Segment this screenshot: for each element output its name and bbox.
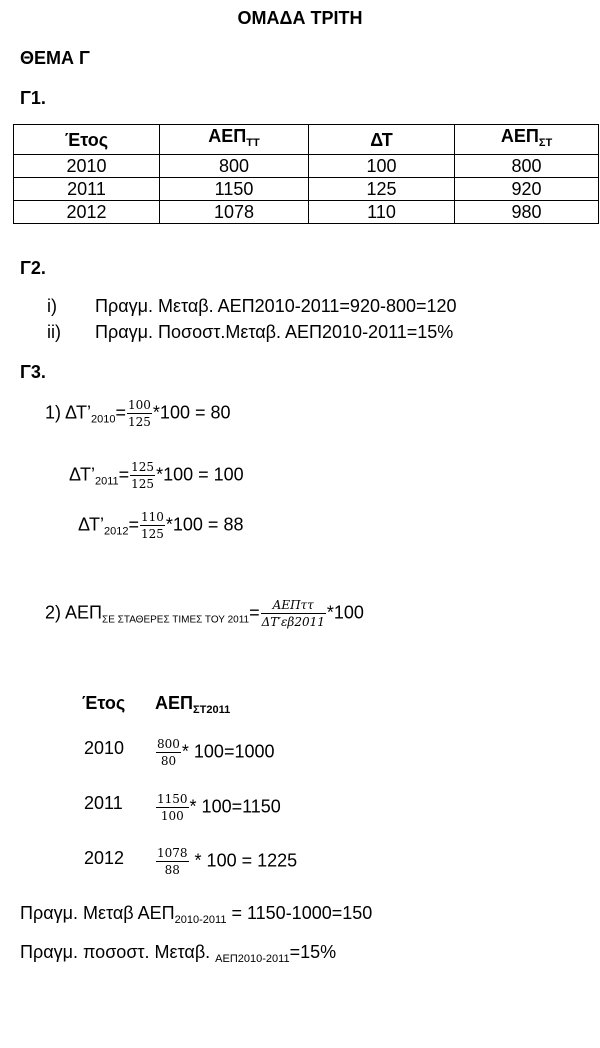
item-label: 2) [45, 602, 62, 623]
fraction: $\frac{1078}{88}$ [157, 846, 188, 877]
table-cell: 920 [455, 178, 599, 201]
formula-prefix: ΔΤ’ [78, 514, 104, 535]
g3-part2-formula [45, 598, 364, 629]
formula-sub: 2010 [91, 413, 116, 426]
table-header-row [14, 125, 599, 155]
item-label: 1) [45, 402, 62, 423]
section-g2-heading: Γ2. [20, 258, 46, 278]
real-change-line: Πραγμ. Μεταβ $AE\Pi_{2010-2011} = 1150-1000=150$ [20, 903, 373, 926]
table-row [14, 178, 599, 201]
table-cell: 2012 [14, 201, 160, 224]
table-cell: 1150 [160, 178, 309, 201]
section-g1-heading: Γ1. [20, 88, 46, 108]
g2-item-text: Πραγμ. Ποσοστ.Μεταβ. ΑΕΠ2010-2011=15% [95, 322, 454, 342]
header-price-index: ΔΤ [309, 125, 455, 155]
fraction: $\frac{800}{80}$ [157, 737, 180, 768]
table-cell: 980 [455, 201, 599, 224]
header-gdp-current: $AE\Pi_{TT}$ [160, 125, 309, 155]
table-cell: 100 [309, 155, 455, 178]
formula-prefix: ΔΤ’ [65, 402, 92, 423]
table-cell: 2010 [14, 155, 160, 178]
formula-sub: 2011 [94, 475, 119, 488]
table-cell: 1078 [160, 201, 309, 224]
g3-formula-line [69, 460, 244, 491]
table-cell: 800 [455, 155, 599, 178]
g3-formula-line [78, 510, 243, 541]
table-row [14, 155, 599, 178]
g2-item-number: ii) [47, 322, 61, 342]
page-title: ΟΜΑΔΑ ΤΡΙΤΗ [237, 8, 363, 28]
g3-formula-line [45, 398, 231, 429]
fraction: $\frac{1150}{100}$ [157, 792, 188, 823]
formula-rest: *100 = 88 [165, 514, 244, 535]
gdp-table [13, 124, 599, 224]
table2-calc: $\frac{1078}{88}$ * 100 = 1225 [157, 846, 298, 877]
formula-eq: = [115, 402, 127, 423]
table-row [14, 201, 599, 224]
table2-calc: $\frac{800}{80}$ * 100=1000 [157, 737, 275, 768]
formula-eq: = [118, 464, 130, 485]
g2-item-number: i) [47, 296, 57, 316]
table2-year: 2012 [84, 848, 125, 868]
formula-prefix: ΔΤ’ [69, 464, 95, 485]
real-percent-change-line: Πραγμ. ποσοστ. Μεταβ. $_{AE\Pi 2010-2011}$=15% [20, 942, 337, 965]
table-cell: 800 [160, 155, 309, 178]
g2-item-text: Πραγμ. Μεταβ. ΑΕΠ2010-2011=920-800=120 [95, 296, 457, 316]
table2-header-year: Έτος [82, 693, 126, 713]
table-cell: 2011 [14, 178, 160, 201]
formula-rest: *100 [326, 602, 364, 623]
table-cell: 110 [309, 201, 455, 224]
formula-sub: ΣΕ ΣΤΑΘΕΡΕΣ ΤΙΜΕΣ ΤΟΥ 2011 [102, 614, 250, 626]
formula-eq: = [249, 602, 260, 623]
table2-header-gdp: $AE\Pi_{\Sigma T2011}$ [155, 693, 231, 716]
section-g3-heading: Γ3. [20, 362, 46, 382]
fraction: $\frac{125}{125}$ [131, 460, 155, 491]
header-year: Έτος [14, 125, 160, 155]
table-cell: 125 [309, 178, 455, 201]
fraction: $\frac{\text{ΑΕΠττ}}{\Delta T'\varepsilon\beta 2011}$ [261, 598, 325, 629]
formula-prefix: ΑΕΠ [65, 602, 103, 623]
fraction: $\frac{100}{125}$ [128, 398, 151, 429]
table2-year: 2010 [84, 738, 125, 758]
table2-year: 2011 [84, 793, 123, 813]
formula-sub: 2012 [103, 525, 129, 538]
formula-rest: *100 = 100 [156, 464, 244, 485]
fraction: $\frac{110}{125}$ [140, 510, 164, 541]
table2-calc: $\frac{1150}{100}$ * 100=1150 [157, 792, 281, 823]
formula-rest: *100 = 80 [152, 402, 231, 423]
formula-eq: = [128, 514, 139, 535]
theme-heading: ΘΕΜΑ Γ [20, 48, 90, 68]
header-gdp-constant: $AE\Pi_{\Sigma T}$ [455, 125, 599, 155]
